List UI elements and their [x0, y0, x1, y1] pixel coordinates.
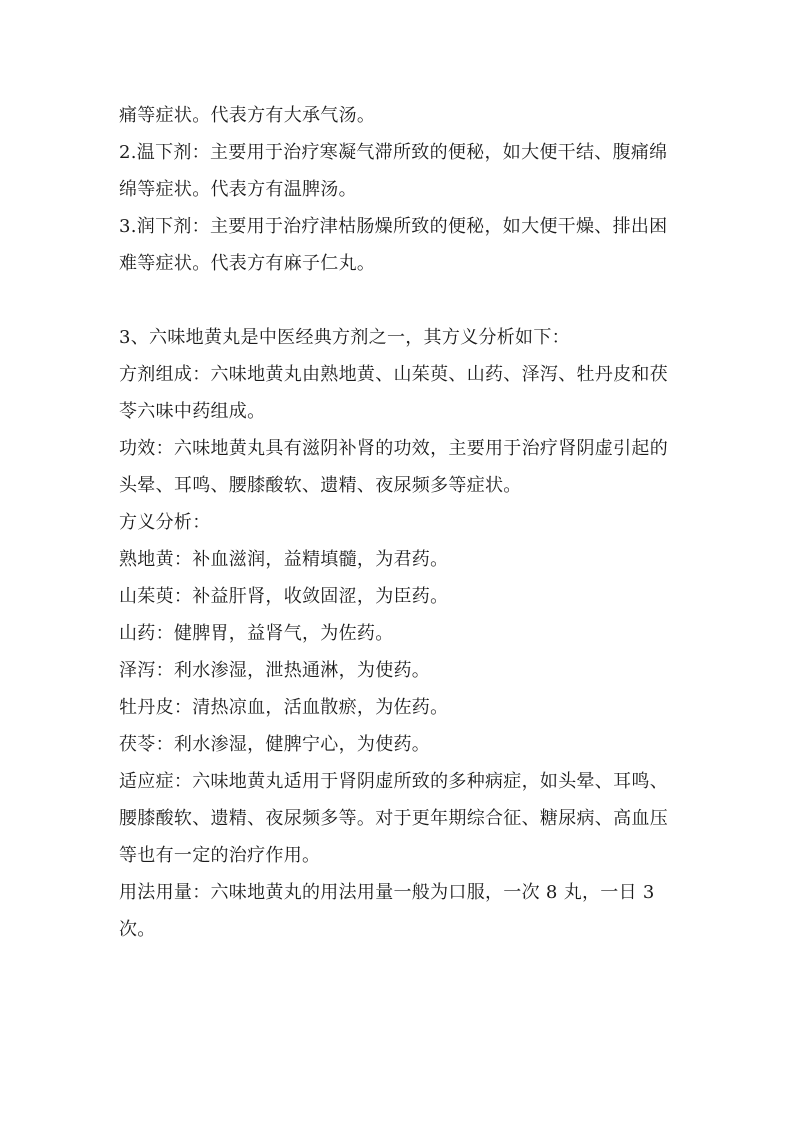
herb-line-shanzhuyu: 山茱萸：补益肝肾，收敛固涩，为臣药。 [119, 586, 449, 607]
paragraph-efficacy: 功效：六味地黄丸具有滋阴补肾的功效，主要用于治疗肾阴虚引起的头晕、耳鸣、腰膝酸软、遗精、夜尿频多等症状。 [119, 438, 668, 496]
paragraph-purgative-continued: 痛等症状。代表方有大承气汤。 [119, 105, 376, 126]
section-heading-liuwei-dihuang: 3、六味地黄丸是中医经典方剂之一，其方义分析如下： [119, 327, 570, 348]
paragraph-composition: 方剂组成：六味地黄丸由熟地黄、山茱萸、山药、泽泻、牡丹皮和茯苓六味中药组成。 [119, 364, 668, 422]
paragraph-dosage: 用法用量：六味地黄丸的用法用量一般为口服，一次 8 丸，一日 3 次。 [119, 882, 655, 940]
herb-line-shudihuang: 熟地黄：补血滋润，益精填髓，为君药。 [119, 549, 449, 570]
document-body [119, 97, 685, 948]
herb-line-fuling: 茯苓：利水渗湿，健脾宁心，为使药。 [119, 734, 431, 755]
paragraph-indications: 适应症：六味地黄丸适用于肾阴虚所致的多种病症，如头晕、耳鸣、腰膝酸软、遗精、夜尿频多等。对于更年期综合征、糖尿病、高血压等也有一定的治疗作用。 [119, 771, 668, 866]
herb-line-mudanpi: 牡丹皮：清热凉血，活血散瘀，为佐药。 [119, 697, 449, 718]
paragraph-analysis-heading: 方义分析： [119, 512, 211, 533]
herb-line-shanyao: 山药：健脾胃，益肾气，为佐药。 [119, 623, 394, 644]
paragraph-moist-purgative: 3.润下剂：主要用于治疗津枯肠燥所致的便秘，如大便干燥、排出困难等症状。代表方有麻子仁丸。 [119, 216, 668, 274]
herb-line-zexie: 泽泻：利水渗湿，泄热通淋，为使药。 [119, 660, 431, 681]
paragraph-warm-purgative: 2.温下剂：主要用于治疗寒凝气滞所致的便秘，如大便干结、腹痛绵绵等症状。代表方有温脾汤。 [119, 142, 668, 200]
section-spacer [119, 282, 685, 319]
